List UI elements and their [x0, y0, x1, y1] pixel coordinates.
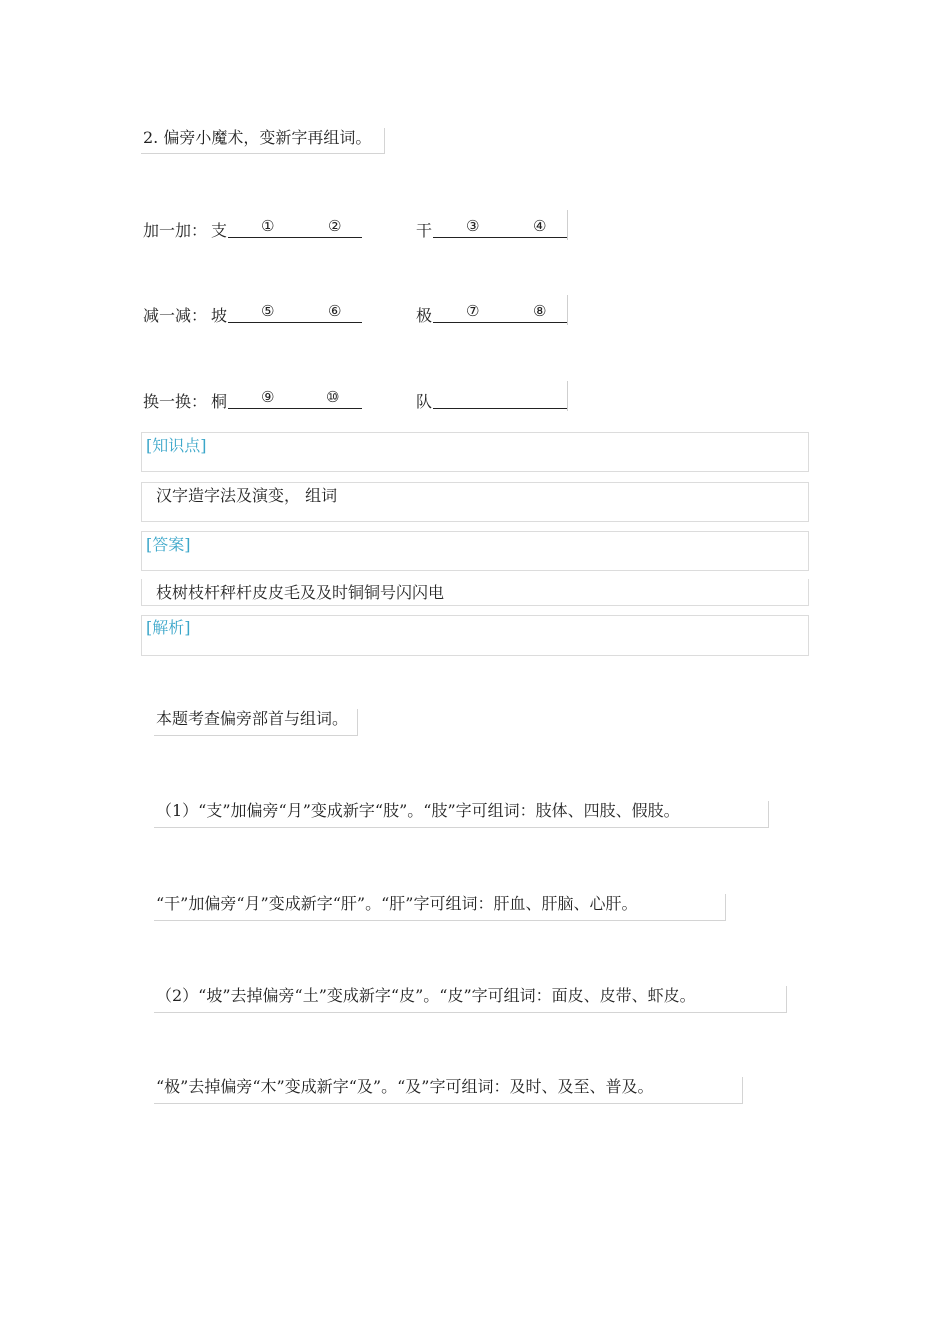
row-prefix: 换一换：	[143, 392, 208, 411]
base-char: 队	[416, 392, 433, 411]
exercise-row-add	[143, 214, 569, 240]
blank-number: ⑦	[466, 302, 480, 320]
base-char: 坡	[211, 306, 228, 325]
answer-blank[interactable]	[433, 387, 567, 409]
analysis-line	[154, 894, 726, 921]
analysis-line	[154, 801, 769, 828]
knowledge-label: [知识点]	[146, 436, 207, 455]
analysis-line-text: “干”加偏旁“月”变成新字“肝”。“肝”字可组词：肝血、肝脑、心肝。	[156, 894, 638, 913]
analysis-line-text: （1）“支”加偏旁“月”变成新字“肢”。“肢”字可组词：肢体、四肢、假肢。	[156, 801, 680, 820]
blank-number: ⑥	[328, 302, 342, 320]
question-title	[141, 128, 385, 154]
analysis-line	[154, 709, 358, 736]
base-char: 支	[211, 221, 228, 240]
row-divider	[567, 381, 568, 411]
answer-blank[interactable]	[228, 216, 362, 238]
analysis-line-text: （2）“坡”去掉偏旁“土”变成新字“皮”。“皮”字可组词：面皮、皮带、虾皮。	[156, 986, 696, 1005]
answer-blank[interactable]	[228, 387, 362, 409]
blank-number: ③	[466, 217, 480, 235]
base-char: 桐	[211, 392, 228, 411]
row-prefix: 减一减：	[143, 306, 208, 325]
blank-number: ⑤	[261, 302, 275, 320]
analysis-label-box	[141, 615, 809, 656]
analysis-label: [解析]	[146, 618, 191, 637]
blank-number: ④	[533, 217, 547, 235]
analysis-line	[154, 986, 787, 1013]
exercise-row-subtract	[143, 299, 569, 325]
blank-number: ⑧	[533, 302, 547, 320]
answer-blank[interactable]	[433, 216, 567, 238]
blank-number: ①	[261, 217, 275, 235]
blank-number: ⑩	[326, 388, 340, 406]
analysis-line-text: “极”去掉偏旁“木”变成新字“及”。“及”字可组词：及时、及至、普及。	[156, 1077, 654, 1096]
analysis-line-text: 本题考查偏旁部首与组词。	[156, 709, 349, 728]
exercise-row-replace	[143, 385, 569, 411]
answer-content-box	[141, 579, 809, 606]
answer-label-box	[141, 531, 809, 571]
knowledge-content-box	[141, 482, 809, 522]
knowledge-label-box	[141, 432, 809, 472]
analysis-line	[154, 1077, 743, 1104]
knowledge-text: 汉字造字法及演变， 组词	[156, 486, 338, 505]
answer-label: [答案]	[146, 535, 191, 554]
row-divider	[567, 295, 568, 325]
base-char: 极	[416, 306, 433, 325]
answer-blank[interactable]	[228, 301, 362, 323]
blank-number: ②	[328, 217, 342, 235]
base-char: 干	[416, 221, 433, 240]
row-prefix: 加一加：	[143, 221, 208, 240]
answer-blank[interactable]	[433, 301, 567, 323]
answer-text: 枝树枝杆秤杆皮皮毛及及时铜铜号闪闪电	[156, 583, 445, 602]
question-title-text: 2. 偏旁小魔术，变新字再组词。	[143, 128, 372, 147]
blank-number: ⑨	[261, 388, 275, 406]
row-divider	[567, 210, 568, 240]
